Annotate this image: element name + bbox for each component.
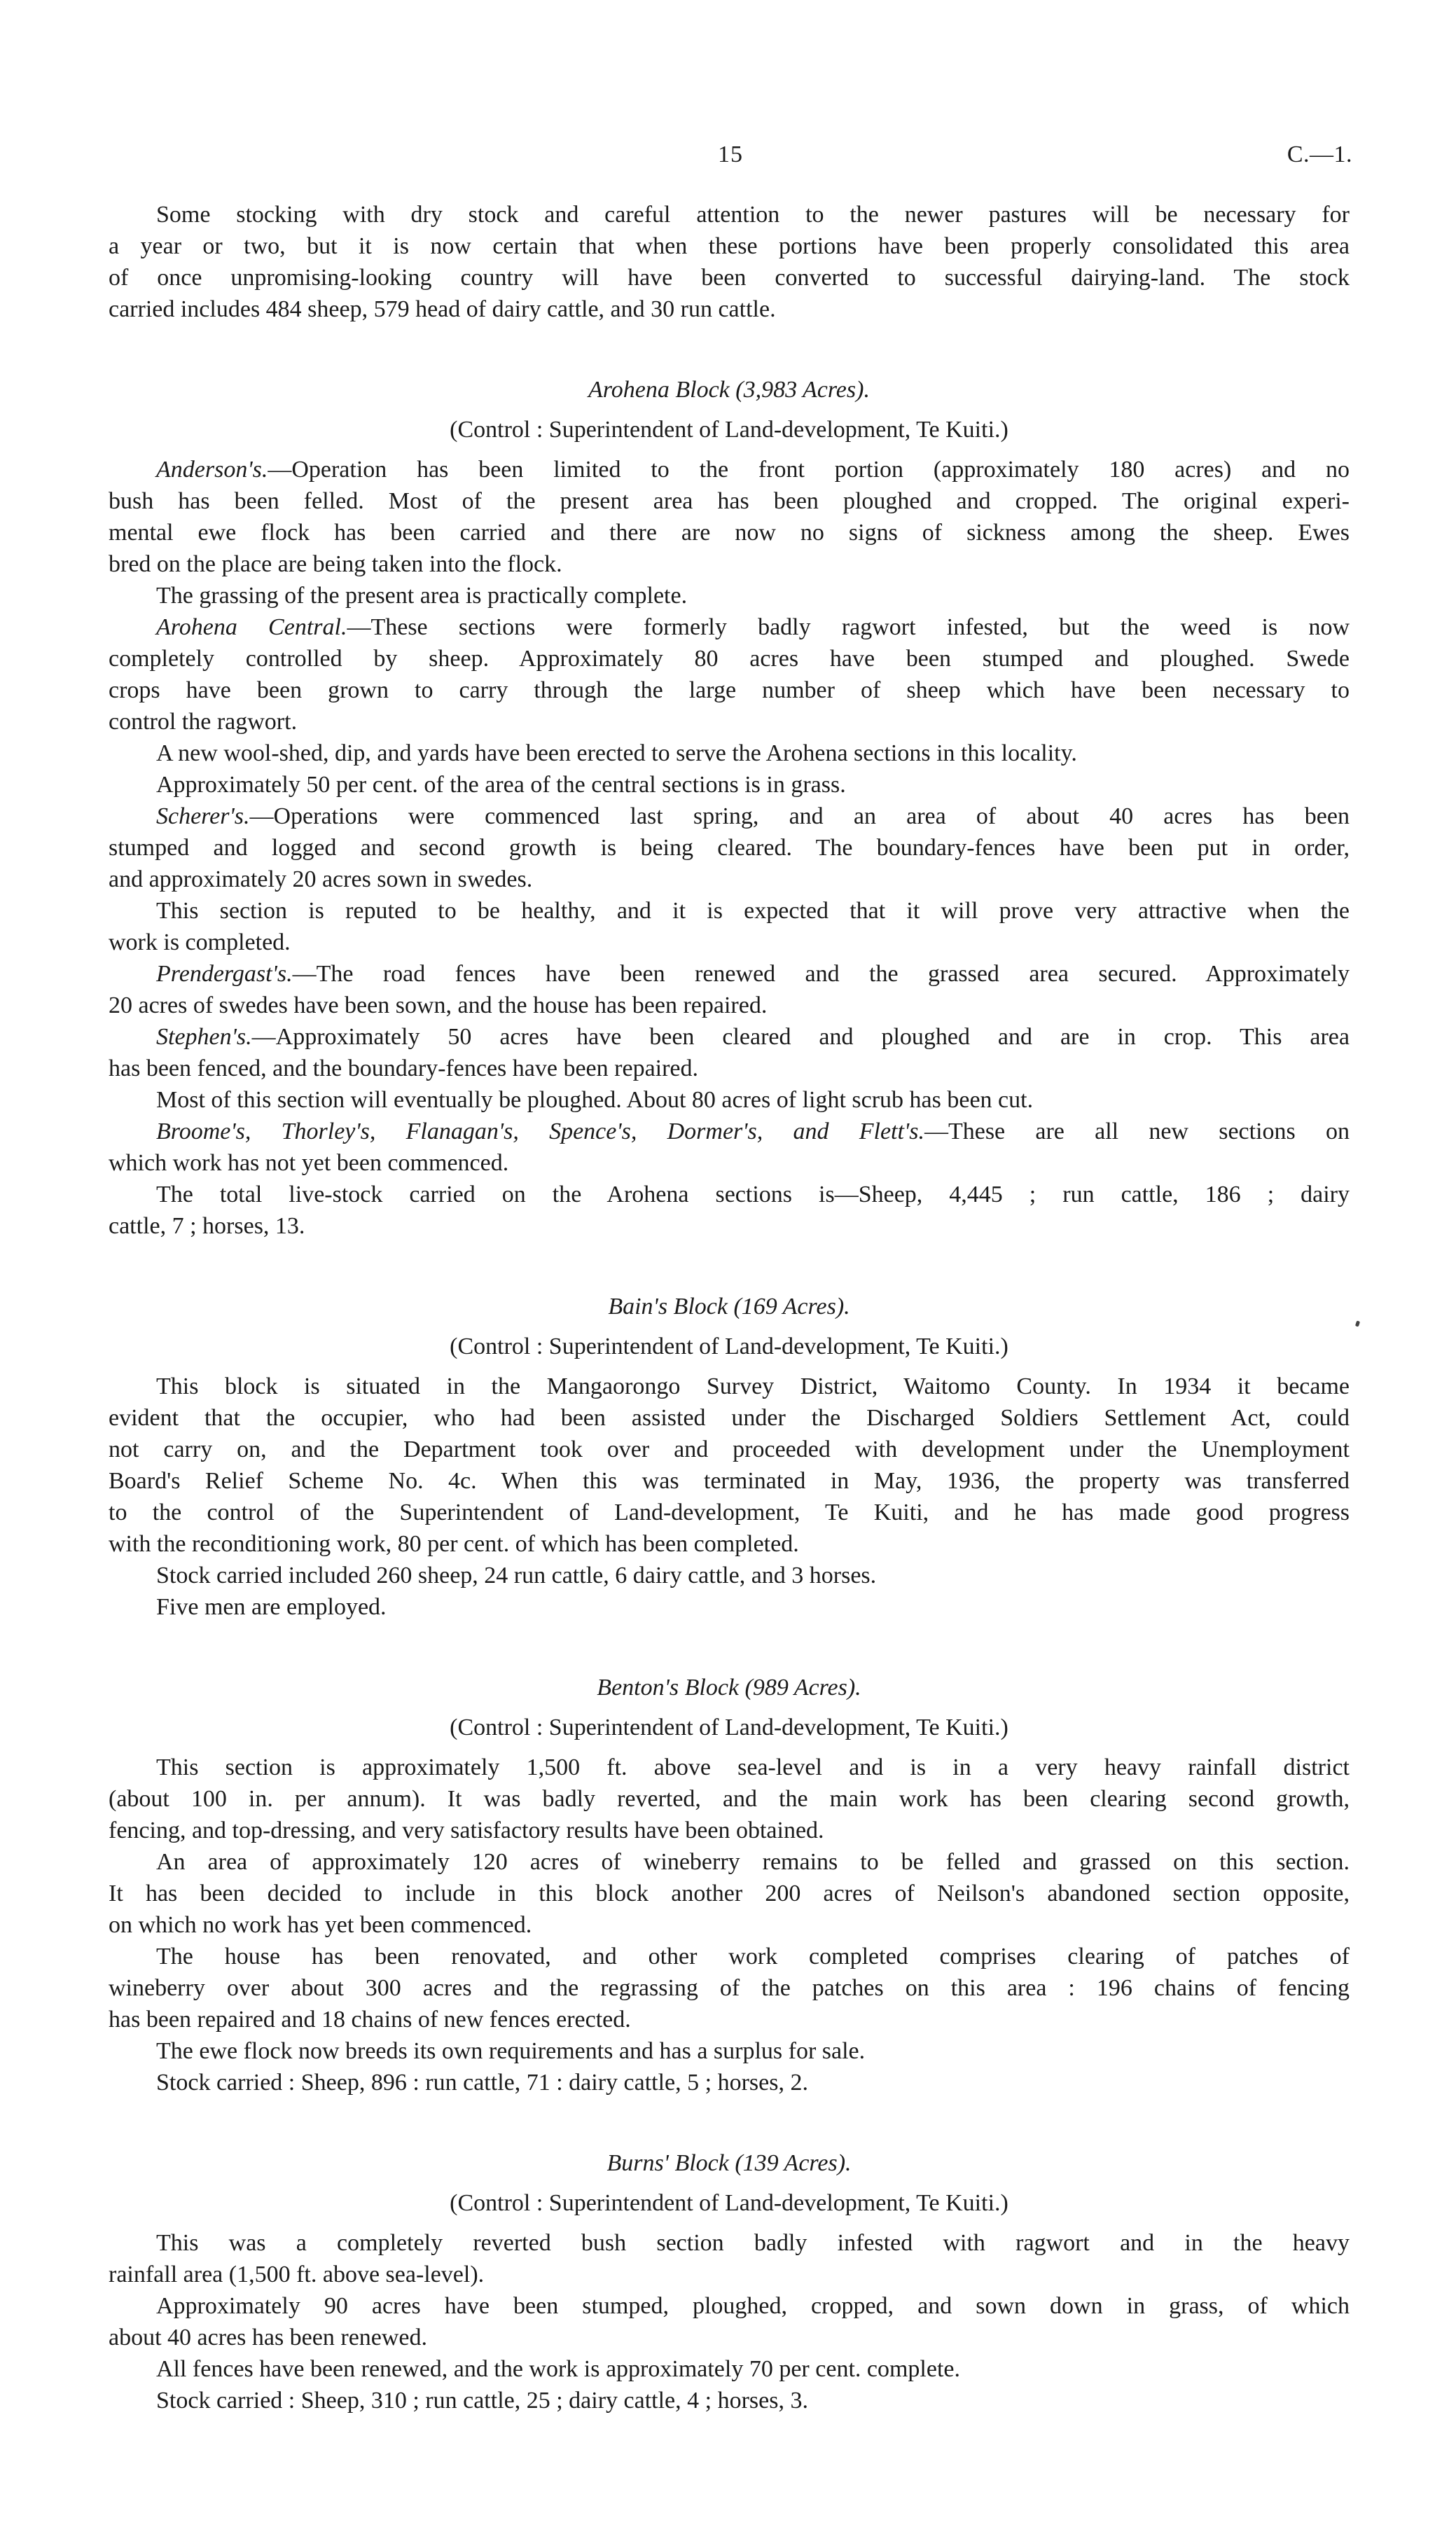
document-body [109, 199, 1350, 2416]
text-line: has been fenced, and the boundary-fences have been repaired. [109, 1055, 699, 1081]
paragraph [109, 1752, 1350, 1846]
text-line: completely controlled by sheep. Approximately 80 acres have been stumped and ploughed. Swede [109, 646, 1350, 672]
paragraph [109, 1941, 1350, 2035]
text-line: Stephen's.—Approximately 50 acres have been cleared and ploughed and are in crop. This area [156, 1024, 1350, 1050]
section-control-line: (Control : Superintendent of Land-development, Te Kuiti.) [450, 2190, 1008, 2216]
text-line: which work has not yet been commenced. [109, 1150, 509, 1176]
paragraph [109, 2290, 1350, 2353]
paragraph [109, 801, 1350, 895]
text-line: The total live-stock carried on the Arohena sections is—Sheep, 4,445 ; run cattle, 186 ; dairy [156, 1182, 1350, 1207]
text-line: with the reconditioning work, 80 per cent. of which has been completed. [109, 1531, 799, 1557]
document-reference: C.—1. [1287, 141, 1352, 167]
text-line: The ewe flock now breeds its own requirements and has a surplus for sale. [156, 2038, 866, 2064]
text-line: (about 100 in. per annum). It was badly reverted, and the main work has been clearing second growth, [109, 1786, 1350, 1812]
text-line: Approximately 90 acres have been stumped, ploughed, cropped, and sown down in grass, of which [156, 2293, 1350, 2319]
text-line: and approximately 20 acres sown in swedes. [109, 866, 533, 892]
text-line: stumped and logged and second growth is being cleared. The boundary-fences have been put in order, [109, 835, 1350, 861]
text-line: evident that the occupier, who had been assisted under the Discharged Soldiers Settlement Act, could [109, 1405, 1350, 1431]
text-line: Board's Relief Scheme No. 4c. When this was terminated in May, 1936, the property was transferred [109, 1468, 1350, 1494]
paragraph [109, 1084, 1350, 1116]
text-line: to the control of the Superintendent of Land-development, Te Kuiti, and he has made good progress [109, 1500, 1350, 1525]
paragraph [109, 454, 1350, 580]
page-number: 15 [718, 141, 743, 167]
text-line: Stock carried : Sheep, 896 : run cattle, 71 : dairy cattle, 5 ; horses, 2. [156, 2070, 808, 2096]
text-line: has been repaired and 18 chains of new fences erected. [109, 2007, 631, 2033]
section-heading: Bain's Block (169 Acres). [608, 1294, 850, 1320]
text-line: Stock carried included 260 sheep, 24 run cattle, 6 dairy cattle, and 3 horses. [156, 1563, 877, 1588]
paragraph [109, 2353, 1350, 2385]
text-line: about 40 acres has been renewed. [109, 2325, 428, 2350]
text-line: All fences have been renewed, and the work is approximately 70 per cent. complete. [156, 2356, 960, 2382]
page-header [109, 139, 1352, 170]
text-line: Some stocking with dry stock and careful attention to the newer pastures will be necessary for [156, 202, 1350, 228]
text-line: not carry on, and the Department took over and proceeded with development under the Unemployment [109, 1436, 1350, 1462]
text-line: Most of this section will eventually be ploughed. About 80 acres of light scrub has been cut. [156, 1087, 1034, 1113]
paragraph [109, 1371, 1350, 1560]
text-line: The house has been renovated, and other work completed comprises clearing of patches of [156, 1944, 1350, 1969]
text-line: This was a completely reverted bush section badly infested with ragwort and in the heavy [156, 2230, 1350, 2256]
text-line: work is completed. [109, 929, 291, 955]
paragraph [109, 895, 1350, 958]
paragraph [109, 611, 1350, 738]
text-line: on which no work has yet been commenced. [109, 1912, 532, 1938]
paragraph [109, 1179, 1350, 1242]
paragraph [109, 2035, 1350, 2067]
paragraph [109, 1591, 1350, 1623]
paragraph [109, 1116, 1350, 1179]
text-line: cattle, 7 ; horses, 13. [109, 1213, 305, 1239]
ink-speck [1355, 1320, 1360, 1327]
text-line: This section is approximately 1,500 ft. above sea-level and is in a very heavy rainfall district [156, 1754, 1350, 1780]
text-line: Five men are employed. [156, 1594, 387, 1620]
text-line: bred on the place are being taken into the flock. [109, 551, 562, 577]
text-line: control the ragwort. [109, 709, 298, 735]
paragraph [109, 1846, 1350, 1941]
paragraph [109, 2067, 1350, 2098]
text-line: Arohena Central.—These sections were formerly badly ragwort infested, but the weed is now [156, 614, 1350, 640]
text-line: Approximately 50 per cent. of the area of the central sections is in grass. [156, 772, 846, 798]
section-control-line: (Control : Superintendent of Land-development, Te Kuiti.) [450, 1334, 1008, 1359]
text-line: This block is situated in the Mangaorongo Survey District, Waitomo County. In 1934 it became [156, 1373, 1350, 1399]
section-heading: Arohena Block (3,983 Acres). [588, 377, 870, 403]
text-line: mental ewe flock has been carried and there are now no signs of sickness among the sheep. Ewes [109, 520, 1350, 546]
paragraph [109, 1021, 1350, 1084]
paragraph [109, 958, 1350, 1021]
section-heading: Burns' Block (139 Acres). [606, 2150, 852, 2176]
text-line: 20 acres of swedes have been sown, and the house has been repaired. [109, 992, 768, 1018]
text-line: This section is reputed to be healthy, and it is expected that it will prove very attractive when the [156, 898, 1350, 924]
text-line: Anderson's.—Operation has been limited to the front portion (approximately 180 acres) and no [156, 457, 1350, 483]
text-line: carried includes 484 sheep, 579 head of dairy cattle, and 30 run cattle. [109, 296, 776, 322]
text-line: fencing, and top-dressing, and very satisfactory results have been obtained. [109, 1817, 824, 1843]
text-line: An area of approximately 120 acres of wineberry remains to be felled and grassed on this section. [156, 1849, 1350, 1875]
section-heading: Benton's Block (989 Acres). [597, 1675, 861, 1701]
text-line: of once unpromising-looking country will have been converted to successful dairying-land. The stock [109, 265, 1350, 291]
text-line: crops have been grown to carry through the large number of sheep which have been necessary to [109, 677, 1350, 703]
text-line: wineberry over about 300 acres and the regrassing of the patches on this area : 196 chains of fencing [109, 1975, 1350, 2001]
text-line: A new wool-shed, dip, and yards have been erected to serve the Arohena sections in this locality. [156, 740, 1077, 766]
text-line: Prendergast's.—The road fences have been renewed and the grassed area secured. Approximately [156, 961, 1350, 987]
paragraph [109, 769, 1350, 801]
paragraph [109, 580, 1350, 611]
text-line: rainfall area (1,500 ft. above sea-level). [109, 2262, 485, 2287]
paragraph [109, 199, 1350, 325]
paragraph [109, 738, 1350, 769]
paragraph [109, 2227, 1350, 2290]
paragraph [109, 2385, 1350, 2416]
section-control-line: (Control : Superintendent of Land-development, Te Kuiti.) [450, 1715, 1008, 1740]
text-line: bush has been felled. Most of the present area has been ploughed and cropped. The original experi- [109, 488, 1350, 514]
text-line: a year or two, but it is now certain that when these portions have been properly consolidated this area [109, 233, 1350, 259]
text-line: It has been decided to include in this block another 200 acres of Neilson's abandoned section opposite, [109, 1881, 1350, 1906]
section-control-line: (Control : Superintendent of Land-development, Te Kuiti.) [450, 417, 1008, 443]
text-line: The grassing of the present area is practically complete. [156, 583, 688, 609]
paragraph [109, 1560, 1350, 1591]
text-line: Stock carried : Sheep, 310 ; run cattle, 25 ; dairy cattle, 4 ; horses, 3. [156, 2388, 808, 2414]
text-line: Broome's, Thorley's, Flanagan's, Spence's, Dormer's, and Flett's.—These are all new sections on [156, 1119, 1350, 1144]
text-line: Scherer's.—Operations were commenced last spring, and an area of about 40 acres has been [156, 803, 1350, 829]
